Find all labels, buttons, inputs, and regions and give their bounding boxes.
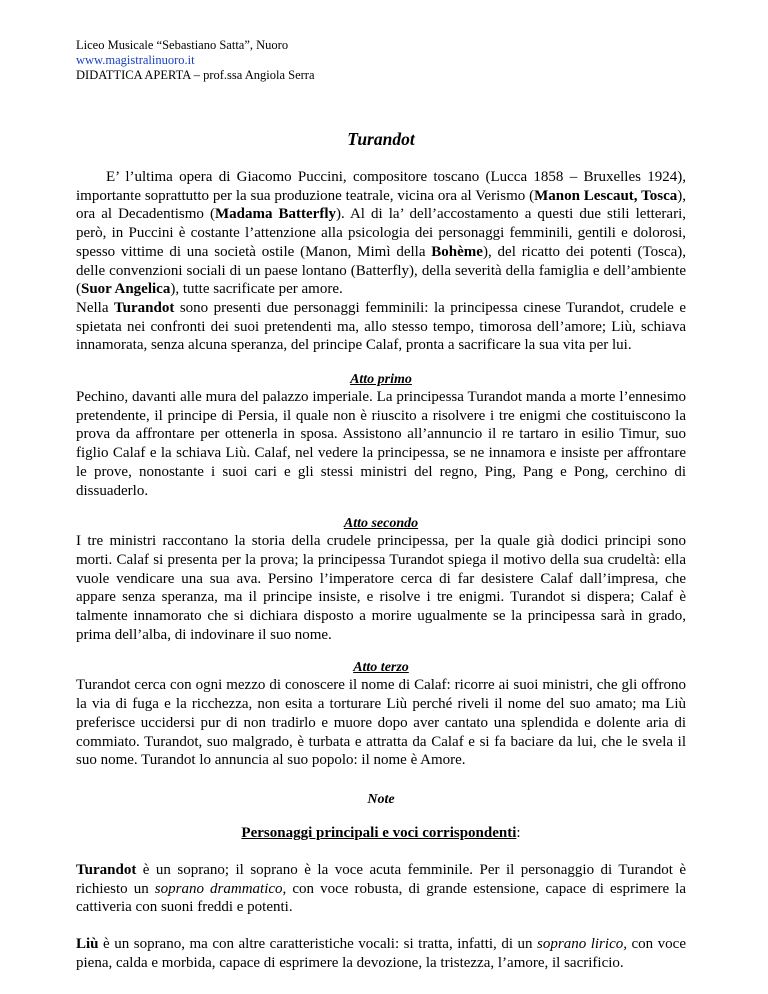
liu-description: Liù è un soprano, ma con altre caratteristiche vocali: si tratta, infatti, di un soprano lirico, con voce piena, calda e morbida, capace di esprimere la devozione, la tristezza, l’amore, il sacrificio. <box>76 936 686 971</box>
act-3-title: Atto terzo <box>353 660 409 676</box>
intro-paragraph-2: Nella Turandot sono presenti due personaggi femminili: la principessa cinese Turandot, crudele e spietata nei confronti dei suoi pretendenti ma, allo stesso tempo, timorosa dell’amore; Liù, schiava innamorata, senza alcuna speranza, del principe Calaf, pronta a sacrificare la sua vita per lui. <box>76 299 686 354</box>
characters-heading: Personaggi principali e voci corrispondenti: <box>241 824 521 841</box>
school-website-link[interactable]: www.magistralinuoro.it <box>76 53 195 67</box>
course-line: DIDATTICA APERTA – prof.ssa Angiola Serra <box>76 68 315 82</box>
intro-paragraph: E’ l’ultima opera di Giacomo Puccini, compositore toscano (Lucca 1858 – Bruxelles 1924), importante soprattutto per la sua produzione teatrale, vicina ora al Verismo (Manon Lescaut, Tosca), ora al Decadentismo (Madama Batterfly). Al di la’ dell’accostamento a questi due stili letterari, però, in Puccini è costante l’attenzione alla psicologia dei personaggi femminili, gentili e dolorosi, spesso vittime di una società ostile (Manon, Mimì della Bohème), del ricatto dei potenti (Tosca), delle convenzioni sociali di un paese lontano (Batterfly), della severità della famiglia e dell’ambiente (Suor Angelica), tutte sacrificate per amore. <box>76 169 686 298</box>
school-header <box>76 38 686 83</box>
act-2-title: Atto secondo <box>343 516 419 532</box>
note-title: Note <box>367 791 395 807</box>
act-1-text: Pechino, davanti alle mura del palazzo imperiale. La principessa Turandot manda a morte l’ennesimo pretendente, il principe di Persia, il quale non è riuscito a risolvere i tre enigmi che costituiscono la prova da affrontare per ottenerla in sposa. Assistono all’annuncio il re tartaro in esilio Timur, suo figlio Calaf e la schiava Liù. Calaf, nel vedere la principessa, se ne innamora e insiste per affrontare le prove, nonostante i suoi cari e gli stessi ministri del regno, Ping, Pang e Pong, cerchino di dissuaderlo. <box>76 389 686 499</box>
act-3-text: Turandot cerca con ogni mezzo di conoscere il nome di Calaf: ricorre ai suoi ministri, che gli offrono la via di fuga e la ricchezza, non esita a torturare Liù perché riveli il nome del suo amato; ma Liù preferisce uccidersi pur di non tradirlo e muore dopo aver cantato una splendida e dolente aria di commiato. Turandot, suo malgrado, è turbata e attratta da Calaf e si fa baciare da lui, che le svela il suo nome. Turandot lo annuncia al suo popolo: il nome è Amore. <box>76 677 686 769</box>
page-title: Turandot <box>347 129 415 149</box>
school-name: Liceo Musicale “Sebastiano Satta”, Nuoro <box>76 38 289 52</box>
act-2-text: I tre ministri raccontano la storia della crudele principessa, per la quale già dodici principi sono morti. Calaf si presenta per la prova; la principessa Turandot spiega il motivo della sua crudeltà: ella vuole vendicare una sua ava. Persino l’imperatore cerca di far desistere Calaf dall’impresa, che appare senza speranza, ma il principe insiste, e risolve i tre enigmi. Turandot si dispera; Calaf è talmente innamorato che si dichiara disposto a morire ugualmente se la principessa sarà in grado, prima dell’alba, di indovinare il suo nome. <box>76 533 686 643</box>
act-1-title: Atto primo <box>350 372 412 388</box>
turandot-description: Turandot è un soprano; il soprano è la voce acuta femminile. Per il personaggio di Turandot è richiesto un soprano drammatico, con voce robusta, di grande estensione, capace di esprimere la cattiveria con suoni freddi e potenti. <box>76 861 687 916</box>
